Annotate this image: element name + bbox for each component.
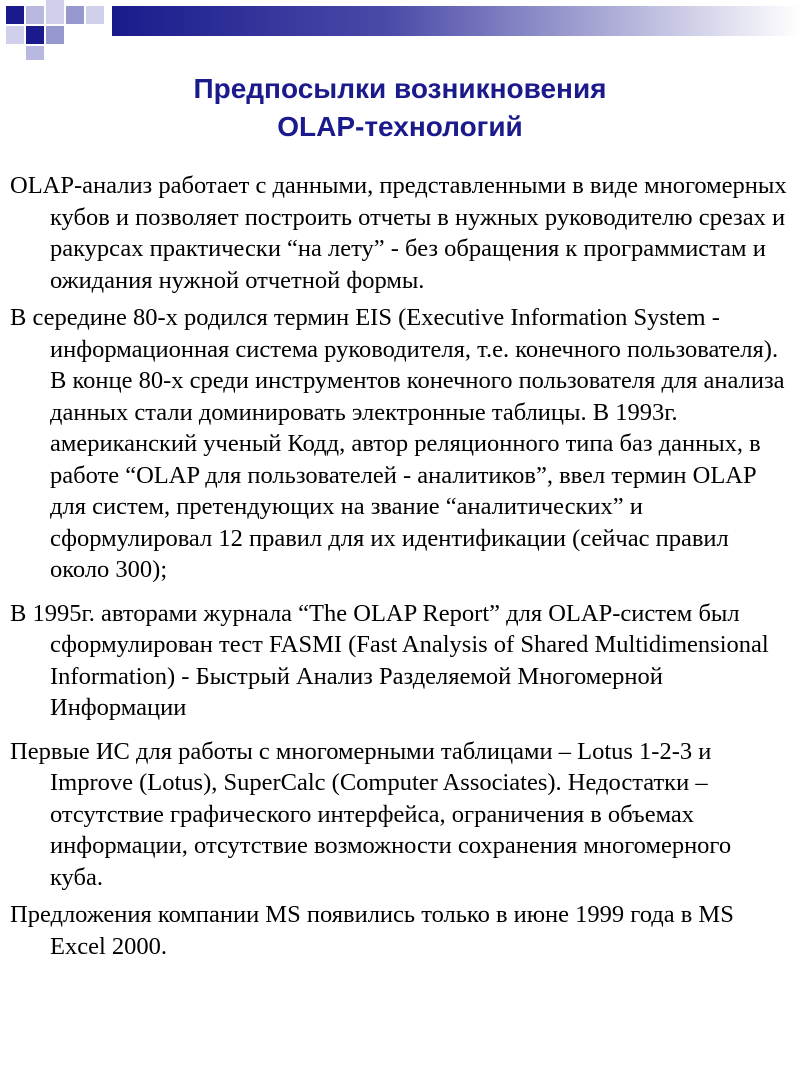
body-text	[10, 170, 790, 974]
paragraph-fasmi-test: В 1995г. авторами журнала “The OLAP Report” для OLAP-систем был сформулирован тест FASMI (Fast Analysis of Shared Multidimensional Information) - Быстрый Анализ Разделяемой Многомерной Информации	[10, 599, 769, 721]
paragraph-first-systems: Первые ИС для работы с многомерными таблицами – Lotus 1-2-3 и Improve (Lotus), SuperCalc (Computer Associates). Недостатки – отсутствие графического интерфейса, ограничения в объемах информации, отсутствие возможности сохранения многомерного куба.	[10, 737, 732, 891]
paragraph-eis-history: В середине 80-х родился термин EIS (Executive Information System - информационная система руководителя, т.е. конечного пользователя). В конце 80-х среди инструментов конечного пользователя для анализа данных стали доминировать электронные таблицы. В 1993г. американский ученый Кодд, автор реляционного типа баз данных, в работе “OLAP для пользователей - аналитиков”, ввел термин OLAP для систем, претендующих на звание “аналитических” и сформулировал 12 правил для их идентификации (сейчас правил около 300);	[10, 304, 785, 583]
decorative-header-band	[0, 0, 800, 60]
decorative-square	[86, 6, 104, 24]
title-line-1: Предпосылки возникновения	[193, 73, 607, 104]
decorative-square	[46, 0, 64, 24]
decorative-square	[6, 6, 24, 24]
decorative-square	[26, 46, 44, 60]
title-line-2: OLAP-технологий	[277, 111, 523, 142]
decorative-square	[26, 26, 44, 44]
decorative-square	[66, 6, 84, 24]
decorative-square	[26, 6, 44, 24]
paragraph-olap-analysis: OLAP-анализ работает с данными, представленными в виде многомерных кубов и позволяет построить отчеты в нужных руководителю срезах и ракурсах практически “на лету” - без обращения к программистам и ожидания нужной отчетной формы.	[10, 172, 787, 294]
paragraph-ms-offerings: Предложения компании MS появились только в июне 1999 года в MS Excel 2000.	[10, 901, 734, 960]
page-title	[0, 70, 800, 146]
decorative-square	[6, 26, 24, 44]
decorative-square	[46, 26, 64, 44]
decorative-gradient-bar	[112, 6, 800, 36]
